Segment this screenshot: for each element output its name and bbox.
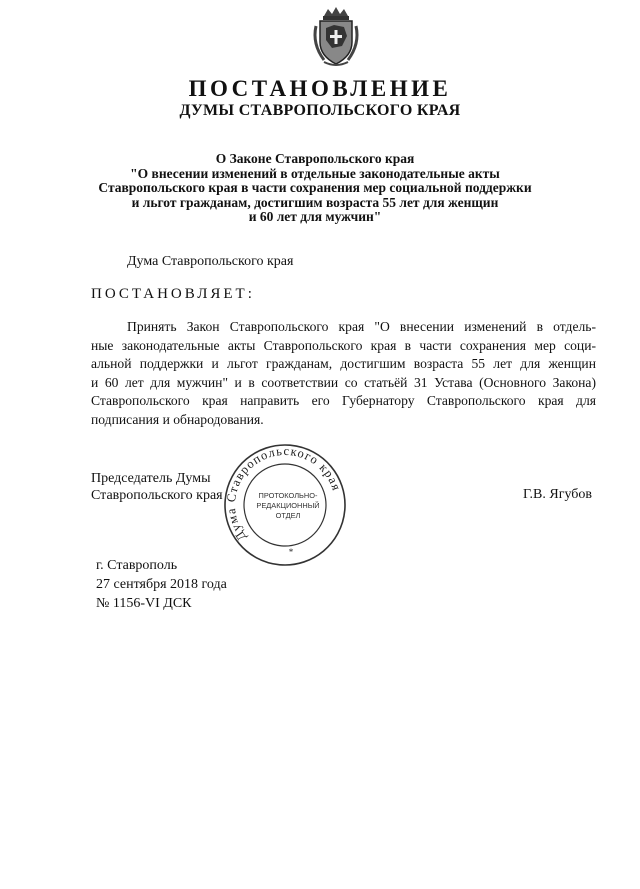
official-stamp	[222, 442, 348, 568]
footer-number: № 1156-VI ДСК	[96, 596, 192, 611]
subject-line: О Законе Ставропольского края	[215, 151, 415, 166]
document-type-title: ПОСТАНОВЛЕНИЕ	[188, 76, 452, 101]
body-line: и 60 лет для мужчин" и в соответствии со статьёй 31 Устава (Основного Закона)	[91, 374, 596, 390]
stamp-center-line: ОТДЕЛ	[275, 511, 301, 520]
footer-city: г. Ставрополь	[96, 558, 178, 573]
signatory-name: Г.В. Ягубов	[523, 487, 592, 502]
subject-line: "О внесении изменений в отдельные законодательные акты	[130, 165, 500, 181]
signatory-title	[91, 470, 223, 504]
issuer-title: ДУМЫ СТАВРОПОЛЬСКОГО КРАЯ	[179, 102, 461, 119]
body-line: Принять Закон Ставропольского края "О внесении изменений в отдель-	[127, 319, 596, 334]
stamp-center-line: ПРОТОКОЛЬНО-	[258, 491, 318, 500]
stamp-ring-text: Дума Ставропольского края	[223, 443, 344, 544]
subject-line: Ставропольского края в части сохранения мер социальной поддержки	[98, 180, 532, 195]
subject-line: и льгот гражданам, достигшим возраста 55 лет для женщин	[131, 194, 499, 210]
coat-of-arms-emblem	[310, 6, 362, 68]
preamble: Дума Ставропольского края	[127, 254, 294, 269]
body-line: ные законодательные акты Ставропольского края в части сохранения мер соци-	[91, 337, 596, 353]
signatory-title-line: Председатель Думы	[91, 471, 211, 486]
body-line: подписания и обнародования.	[91, 411, 264, 427]
signatory-title-line: Ставропольского края	[91, 488, 223, 503]
subject-heading	[80, 152, 550, 225]
footer-date: 27 сентября 2018 года	[96, 577, 227, 592]
subject-line: и 60 лет для мужчин"	[248, 209, 382, 224]
stamp-star: *	[288, 547, 294, 557]
stamp-center-line: РЕДАКЦИОННЫЙ	[256, 501, 320, 510]
resolves-heading: ПОСТАНОВЛЯЕТ:	[91, 286, 255, 302]
body-line: альной поддержки и льгот гражданам, достигшим возраста 55 лет для женщин	[91, 356, 596, 372]
document-footer	[96, 556, 227, 613]
body-line: Ставропольского края направить его Губернатору Ставропольского края для	[91, 393, 596, 409]
resolution-body	[91, 318, 596, 430]
